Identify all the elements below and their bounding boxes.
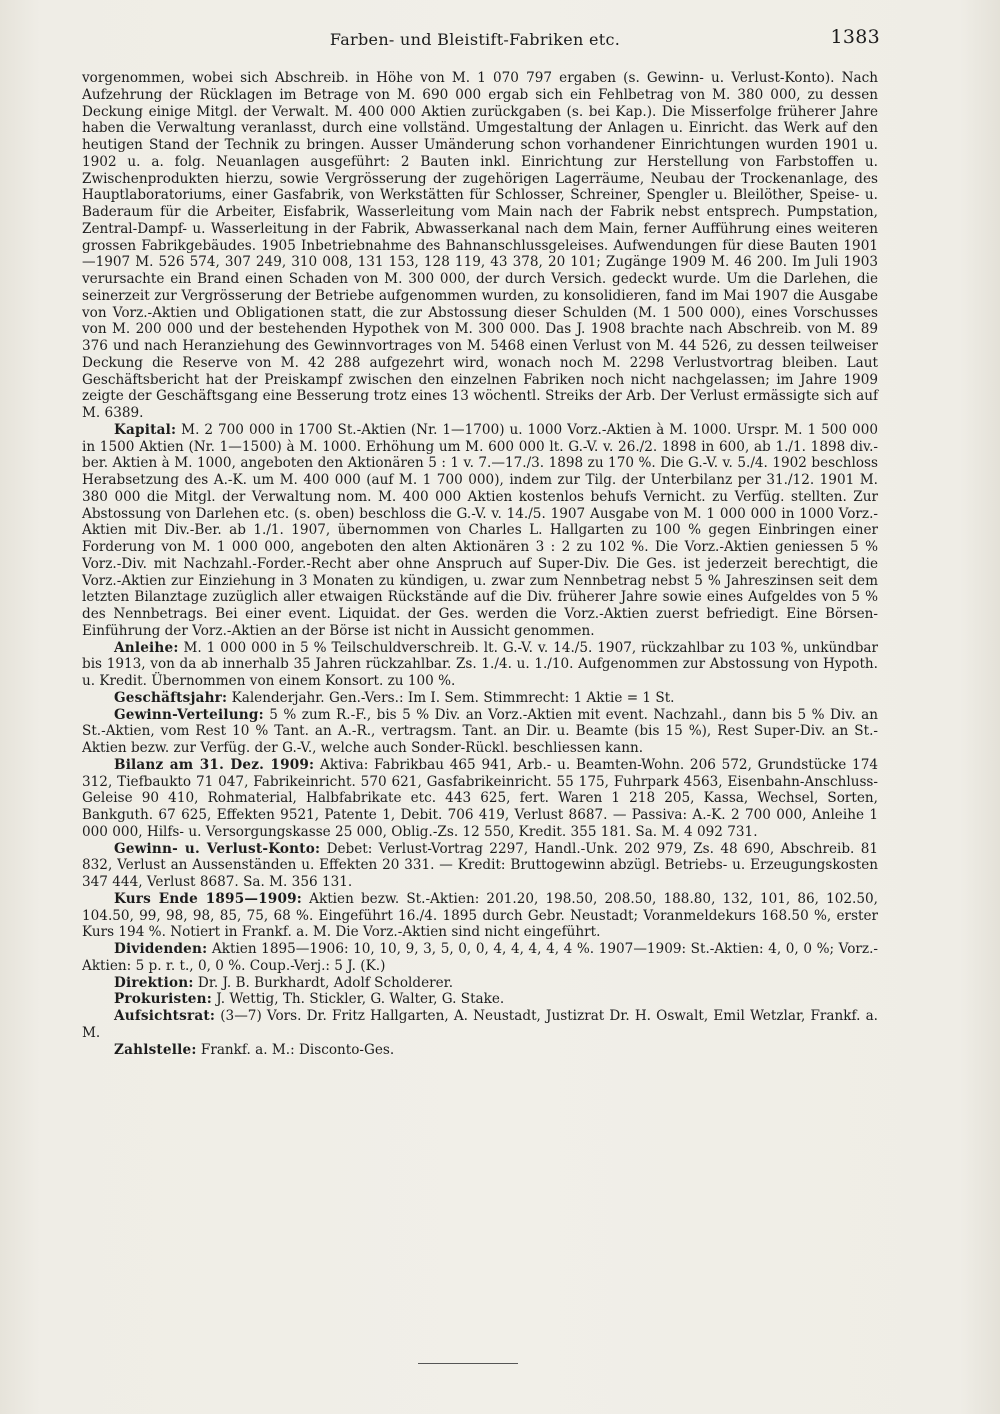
section-kapital xyxy=(82,422,878,640)
section-text: M. 1 000 000 in 5 % Teilschuldverschreib. lt. G.-V. v. 14./5. 1907, rückzahlbar zu 103 %, unkündbar bis 1913, von da ab innerhalb 35 Jahren rückzahlbar. Zs. 1./4. u. 1./10. Aufgenommen zur Abstossung von Hypoth. u. Kredit. Übernommen von einem Konsort. zu 100 %. xyxy=(82,639,878,689)
paragraph-intro xyxy=(82,70,878,422)
page-number: 1383 xyxy=(830,26,880,48)
section-text: Frankf. a. M.: Disconto-Ges. xyxy=(200,1041,395,1058)
section-label: Bilanz am 31. Dez. 1909: xyxy=(114,756,315,773)
page-header xyxy=(70,26,880,56)
paragraph-text: vorgenommen, wobei sich Abschreib. in Höhe von M. 1 070 797 ergaben (s. Gewinn- u. Verlust-Konto). Nach Aufzehrung der Rücklagen im Betrage von M. 690 000 ergab sich ein Fehlbetrag von M. 380 000, zu dessen Deckung einige Mitgl. der Verwalt. M. 400 000 Aktien zurückgaben (s. bei Kap.). Die Misserfolge früherer Jahre haben die Verwaltung veranlasst, durch eine vollständ. Umgestaltung der Anlagen u. Einricht. das Werk auf den heutigen Stand der Technik zu bringen. Ausser Umänderung schon vorhandener Einrichtungen wurden 1901 u. 1902 u. a. folg. Neuanlagen ausgeführt: 2 Bauten inkl. Einrichtung zur Herstellung von Farbstoffen u. Zwischenprodukten hierzu, sowie Vergrösserung der zugehörigen Lagerräume, Neubau der Trockenanlage, des Hauptlaboratoriums, einer Gasfabrik, von Werkstätten für Schlosser, Schreiner, Spengler u. Bleilöther, Speise- u. Baderaum für die Arbeiter, Eisfabrik, Wasserleitung vom Main nach der Fabrik nebst entsprech. Pumpstation, Zentral-Dampf- u. Wasserleitung in der Fabrik, Abwasserkanal nach dem Main, ferner Aufführung eines weiteren grossen Fabrikgebäudes. 1905 Inbetriebnahme des Bahnanschlussgeleises. Aufwendungen für diese Bauten 1901—1907 M. 526 574, 307 249, 310 008, 131 153, 128 119, 43 378, 20 101; Zugänge 1909 M. 46 200. Im Juli 1903 verursachte ein Brand einen Schaden von M. 300 000, der durch Versich. gedeckt wurde. Um die Darlehen, die seinerzeit zur Vergrösserung der Betriebe aufgenommen wurden, zu konsolidieren, fand im Mai 1907 die Ausgabe von Vorz.-Aktien und Obligationen statt, die zur Abstossung dieser Schulden (M. 1 500 000), eines Vorschusses von M. 200 000 und der bestehenden Hypothek von M. 300 000. Das J. 1908 brachte nach Abschreib. von M. 89 376 und nach Heranziehung des Gewinnvortrages von M. 5468 einen Verlust von M. 44 526, zu dessen teilweiser Deckung die Reserve von M. 42 288 aufgezehrt wird, wonach noch M. 2298 Verlustvortrag bleiben. Laut Geschäftsbericht hat der Preiskampf zwischen den einzelnen Fabriken noch nicht nachgelassen; im Jahre 1909 zeigte der Geschäftsgang eine Besserung trotz eines 13 wöchentl. Streiks der Arb. Der Verlust ermässigte sich auf M. 6389. xyxy=(82,70,878,421)
section-zahlstelle xyxy=(82,1042,878,1059)
section-text: M. 2 700 000 in 1700 St.-Aktien (Nr. 1—1700) u. 1000 Vorz.-Aktien à M. 1000. Urspr. M. 1 500 000 in 1500 Aktien (Nr. 1—1500) à M. 1000. Erhöhung um M. 600 000 lt. G.-V. v. 26./2. 1898 in 600, ab 1./1. 1898 div.-ber. Aktien à M. 1000, angeboten den Aktionären 5 : 1 v. 7.—17./3. 1898 zu 170 %. Die G.-V. v. 5./4. 1902 beschloss Herabsetzung des A.-K. um M. 400 000 (auf M. 1 700 000), indem zur Tilg. der Unterbilanz per 31./12. 1901 M. 380 000 die Mitgl. der Verwaltung nom. M. 400 000 Aktien kostenlos behufs Vernicht. zu Verfüg. stellten. Zur Abstossung von Darlehen etc. (s. oben) beschloss die G.-V. v. 14./5. 1907 Ausgabe von M. 1 000 000 in 1000 Vorz.-Aktien mit Div.-Ber. ab 1./1. 1907, übernommen von Charles L. Hallgarten zu 100 % gegen Einbringen einer Forderung von M. 1 000 000, angeboten den alten Aktionären 3 : 2 zu 102 %. Die Vorz.-Aktien geniessen 5 % Vorz.-Div. mit Nachzahl.-Forder.-Recht aber ohne Anspruch auf Super-Div. Die Ges. ist jederzeit berechtigt, die Vorz.-Aktien zur Einziehung in 3 Monaten zu kündigen, u. zwar zum Nennbetrag nebst 5 % Jahreszinsen seit dem letzten Bilanztage zuzüglich aller etwaigen Rückstände auf die Div. früherer Jahre sowie eines Aufgeldes von 5 % des Nennbetrags. Bei einer event. Liquidat. der Ges. werden die Vorz.-Aktien zuerst befriedigt. Eine Börsen-Einführung der Vorz.-Aktien an der Börse ist nicht in Aussicht genommen. xyxy=(82,421,878,639)
section-label: Prokuristen: xyxy=(114,991,212,1008)
section-gewinn-verteilung xyxy=(82,707,878,757)
document-body xyxy=(82,70,878,1058)
section-text: J. Wettig, Th. Stickler, G. Walter, G. Stake. xyxy=(216,991,505,1008)
section-text: Kalenderjahr. Gen.-Vers.: Im I. Sem. Stimmrecht: 1 Aktie = 1 St. xyxy=(231,689,675,706)
section-text: Dr. J. B. Burkhardt, Adolf Scholderer. xyxy=(197,974,454,991)
section-bilanz xyxy=(82,757,878,841)
section-label: Aufsichtsrat: xyxy=(114,1008,216,1024)
section-label: Kurs Ende 1895—1909: xyxy=(114,890,302,907)
section-gewinn-verlust-konto xyxy=(82,841,878,891)
section-direktion xyxy=(82,975,878,992)
section-text: (3—7) Vors. Dr. Fritz Hallgarten, A. Neustadt, Justizrat Dr. H. Oswalt, Emil Wetzlar, Frankf. a. M. xyxy=(82,1008,878,1041)
section-label: Gewinn-Verteilung: xyxy=(114,706,264,723)
section-kurs xyxy=(82,891,878,941)
section-label: Geschäftsjahr: xyxy=(114,689,228,706)
section-anleihe xyxy=(82,640,878,690)
section-text: Aktiva: Fabrikbau 465 941, Arb.- u. Beamten-Wohn. 206 572, Grundstücke 174 312, Tiefbaukto 71 047, Fabrikeinricht. 570 621, Gasfabrikeinricht. 55 175, Fuhrpark 4563, Eisenbahn-Anschluss-Geleise 90 410, Rohmaterial, Halbfabrikate etc. 443 625, fert. Waren 1 218 205, Kassa, Wechsel, Sorten, Bankguth. 67 625, Effekten 9521, Patente 1, Debit. 706 419, Verlust 8687. — Passiva: A.-K. 2 700 000, Anleihe 1 000 000, Hilfs- u. Versorgungskasse 25 000, Oblig.-Zs. 12 550, Kredit. 355 181. Sa. M. 4 092 731. xyxy=(82,756,879,840)
end-rule xyxy=(418,1363,518,1364)
section-label: Gewinn- u. Verlust-Konto: xyxy=(114,840,321,857)
section-text: Debet: Verlust-Vortrag 2297, Handl.-Unk. 202 979, Zs. 48 690, Abschreib. 81 832, Verlust an Aussenständen u. Effekten 20 331. — Kredit: Bruttogewinn abzügl. Betriebs- u. Erzeugungskosten 347 444, Verlust 8687. Sa. M. 356 131. xyxy=(82,840,878,890)
section-text: Aktien bezw. St.-Aktien: 201.20, 198.50, 208.50, 188.80, 132, 101, 86, 102.50, 104.50, 99, 98, 98, 85, 75, 68 %. Eingeführt 16./4. 1895 durch Gebr. Neustadt; Voranmeldekurs 168.50 %, erster Kurs 194 %. Notiert in Frankf. a. M. Die Vorz.-Aktien sind nicht eingeführt. xyxy=(82,890,878,941)
section-aufsichtsrat xyxy=(82,1008,878,1042)
section-dividenden xyxy=(82,941,878,975)
section-prokuristen xyxy=(82,991,878,1008)
section-label: Anleihe: xyxy=(114,639,179,656)
section-text: 5 % zum R.-F., bis 5 % Div. an Vorz.-Aktien mit event. Nachzahl., dann bis 5 % Div. an St.-Aktien, vom Rest 10 % Tant. an A.-R., vertragsm. Tant. an Dir. u. Beamte (bis 15 %), Rest Super-Div. an St.-Aktien bezw. zur Verfüg. der G.-V., welche auch Sonder-Rückl. beschliessen kann. xyxy=(82,706,878,756)
section-label: Zahlstelle: xyxy=(114,1041,197,1058)
section-text: Aktien 1895—1906: 10, 10, 9, 3, 5, 0, 0, 4, 4, 4, 4, 4 %. 1907—1909: St.-Aktien: 4, 0, 0 %; Vorz.-Aktien: 5 p. r. t., 0, 0 %. Coup.-Verj.: 5 J. (K.) xyxy=(82,941,878,974)
running-title: Farben- und Bleistift-Fabriken etc. xyxy=(329,30,621,49)
section-label: Direktion: xyxy=(114,974,194,991)
section-label: Kapital: xyxy=(114,421,177,438)
section-label: Dividenden: xyxy=(114,941,208,957)
section-geschaeftsjahr xyxy=(82,690,878,707)
